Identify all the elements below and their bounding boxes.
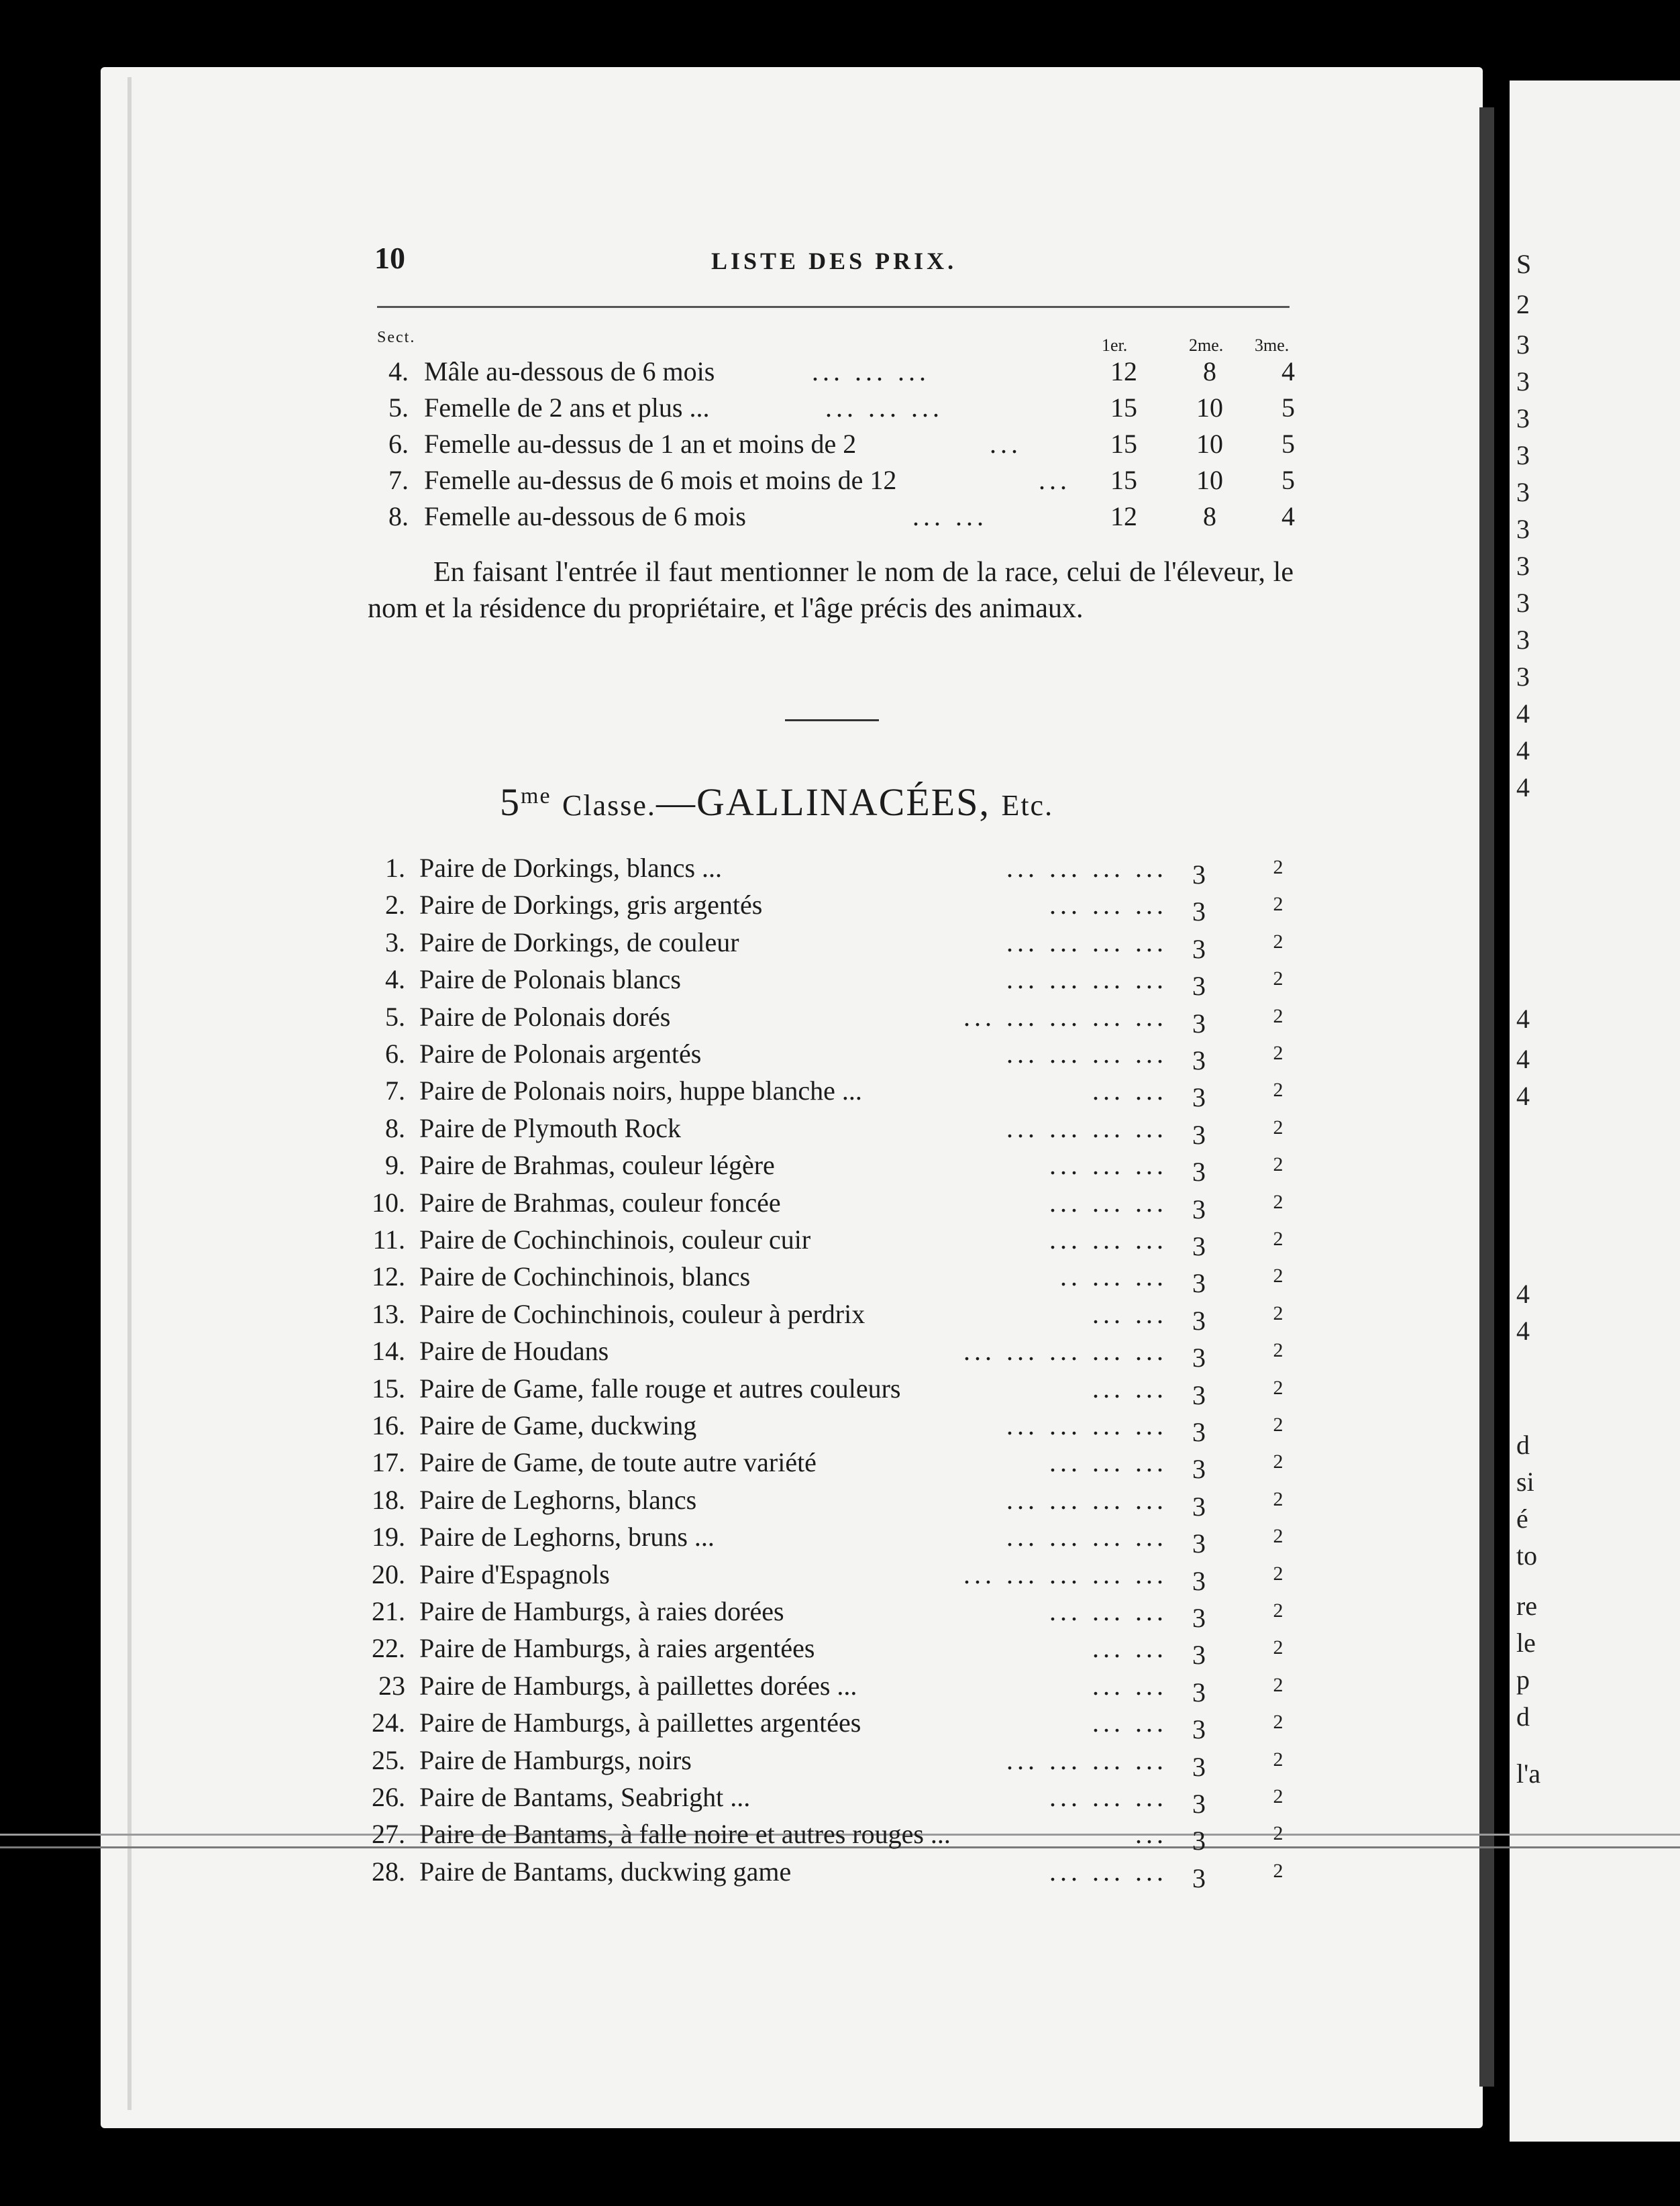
row-label: Paire de Cochinchinois, couleur à perdrix	[419, 1299, 865, 1329]
row-number: 19.	[372, 1522, 405, 1552]
prize-row	[0, 1038, 1680, 1074]
prize-row	[0, 1856, 1680, 1892]
row-leader-dots: ... ... ... ...	[1006, 1039, 1167, 1069]
facing-page-glyph: é	[1516, 1504, 1528, 1534]
row-number: 26.	[372, 1782, 405, 1812]
facing-page-glyph: 3	[1516, 403, 1530, 433]
third-prize: 5	[1281, 465, 1295, 495]
first-prize: 3	[1192, 1603, 1206, 1633]
row-leader-dots: ... ... ...	[1049, 1856, 1167, 1887]
facing-page-glyph: 3	[1516, 551, 1530, 581]
row-leader-dots: ... ... ... ...	[1006, 1410, 1167, 1440]
row-leader-dots: ... ...	[1092, 1633, 1167, 1663]
prize-row	[0, 1187, 1680, 1223]
prize-row	[0, 1670, 1680, 1706]
row-label: Paire de Hamburgs, à paillettes dorées ...	[419, 1671, 857, 1701]
first-prize: 3	[1192, 1343, 1206, 1373]
row-leader-dots: ... ...	[912, 501, 988, 531]
row-label: Paire de Hamburgs, à paillettes argentées	[419, 1708, 861, 1738]
first-prize: 3	[1192, 1082, 1206, 1112]
facing-page-glyph: si	[1516, 1467, 1534, 1497]
row-leader-dots: ... ...	[1092, 1075, 1167, 1106]
second-prize: 2	[1273, 1488, 1283, 1510]
row-label: Paire d'Espagnols	[419, 1559, 610, 1589]
row-leader-dots: ...	[1039, 465, 1071, 495]
row-leader-dots: ... ... ...	[1049, 1782, 1167, 1812]
first-prize: 3	[1192, 1045, 1206, 1075]
row-label: Paire de Bantams, Seabright ...	[419, 1782, 751, 1812]
row-number: 2.	[385, 890, 405, 920]
facing-page-glyph: 4	[1516, 735, 1530, 766]
row-leader-dots: ...	[990, 429, 1022, 459]
row-leader-dots: ... ... ... ...	[1006, 1745, 1167, 1775]
second-prize: 2	[1273, 1153, 1283, 1175]
prize-row	[0, 1001, 1680, 1037]
row-number: 14.	[372, 1336, 405, 1366]
row-label: Paire de Bantams, duckwing game	[419, 1856, 792, 1887]
col-head-third: 3me.	[1255, 335, 1290, 355]
first-prize: 3	[1192, 1826, 1206, 1856]
facing-page-glyph: to	[1516, 1540, 1538, 1571]
row-number: 21.	[372, 1596, 405, 1626]
prize-row	[0, 1410, 1680, 1446]
facing-page-glyph: 4	[1516, 1279, 1530, 1309]
first-prize: 3	[1192, 971, 1206, 1001]
second-prize: 2	[1273, 856, 1283, 878]
first-prize: 3	[1192, 1640, 1206, 1670]
second-prize: 2	[1273, 1191, 1283, 1213]
second-prize: 2	[1273, 1636, 1283, 1659]
row-leader-dots: ... ... ... ...	[1006, 1113, 1167, 1143]
second-prize: 10	[1196, 429, 1223, 459]
prize-row	[0, 1781, 1680, 1818]
section-row	[0, 392, 1680, 428]
facing-page-glyph: 4	[1516, 1044, 1530, 1074]
prize-row	[0, 1707, 1680, 1743]
row-leader-dots: ... ...	[1092, 1299, 1167, 1329]
row-number: 25.	[372, 1745, 405, 1775]
first-prize: 3	[1192, 1157, 1206, 1187]
first-prize: 3	[1192, 1306, 1206, 1336]
prize-row	[0, 1224, 1680, 1260]
prize-row	[0, 1484, 1680, 1520]
sect-label: Sect.	[377, 329, 416, 346]
second-prize: 2	[1273, 1302, 1283, 1324]
facing-page-glyph: 3	[1516, 625, 1530, 655]
first-prize: 15	[1110, 392, 1137, 423]
row-label: Paire de Dorkings, blancs ...	[419, 853, 723, 883]
facing-page-glyph: 3	[1516, 440, 1530, 470]
row-number: 5.	[385, 1002, 405, 1032]
row-leader-dots: ... ... ... ...	[1006, 927, 1167, 957]
row-number: 9.	[385, 1150, 405, 1180]
row-leader-dots: .. ... ...	[1060, 1261, 1167, 1292]
row-number: 20.	[372, 1559, 405, 1589]
prize-row	[0, 1298, 1680, 1334]
facing-page-glyph: 2	[1516, 289, 1530, 319]
entry-note	[368, 554, 1294, 627]
row-number: 17.	[372, 1447, 405, 1477]
prize-row	[0, 1373, 1680, 1409]
col-head-first: 1er.	[1102, 335, 1128, 355]
second-prize: 2	[1273, 1377, 1283, 1399]
second-prize: 2	[1273, 893, 1283, 915]
facing-page-glyph: S	[1516, 249, 1532, 279]
section-row	[0, 356, 1680, 392]
third-prize: 4	[1281, 501, 1295, 531]
first-prize: 3	[1192, 1194, 1206, 1224]
first-prize: 3	[1192, 1380, 1206, 1410]
facing-page-glyph: l'a	[1516, 1758, 1541, 1789]
class-word: Classe.	[562, 789, 656, 822]
row-leader-dots: ... ... ...	[825, 392, 943, 423]
row-number: 11.	[372, 1224, 405, 1255]
row-leader-dots: ... ... ...	[1049, 1188, 1167, 1218]
row-number: 10.	[372, 1188, 405, 1218]
first-prize: 3	[1192, 1714, 1206, 1744]
page-number: 10	[374, 241, 405, 275]
first-prize: 3	[1192, 1789, 1206, 1819]
prize-row	[0, 963, 1680, 1000]
first-prize: 3	[1192, 1231, 1206, 1261]
row-label: Paire de Houdans	[419, 1336, 609, 1366]
header-rule	[377, 306, 1290, 308]
prize-row	[0, 889, 1680, 925]
row-label: Paire de Brahmas, couleur foncée	[419, 1188, 781, 1218]
row-number: 4.	[388, 356, 409, 386]
facing-page-glyph: 3	[1516, 588, 1530, 618]
row-number: 16.	[372, 1410, 405, 1440]
second-prize: 2	[1273, 1042, 1283, 1064]
row-label: Femelle de 2 ans et plus ...	[424, 392, 710, 423]
second-prize: 2	[1273, 931, 1283, 953]
row-label: Paire de Cochinchinois, blancs	[419, 1261, 751, 1292]
third-prize: 5	[1281, 429, 1295, 459]
first-prize: 3	[1192, 1417, 1206, 1447]
section-row	[0, 464, 1680, 501]
row-label: Paire de Polonais argentés	[419, 1039, 702, 1069]
row-leader-dots: ... ... ... ... ...	[963, 1336, 1167, 1366]
row-number: 6.	[388, 429, 409, 459]
prize-row	[0, 1521, 1680, 1557]
facing-page-glyph: 4	[1516, 1316, 1530, 1346]
first-prize: 3	[1192, 1491, 1206, 1522]
row-label: Paire de Game, falle rouge et autres couleurs	[419, 1373, 901, 1404]
row-label: Paire de Dorkings, gris argentés	[419, 890, 763, 920]
first-prize: 3	[1192, 1528, 1206, 1559]
second-prize: 2	[1273, 1711, 1283, 1733]
first-prize: 12	[1110, 501, 1137, 531]
second-prize: 10	[1196, 465, 1223, 495]
facing-page-glyph: p	[1516, 1665, 1530, 1695]
row-number: 1.	[385, 853, 405, 883]
row-label: Paire de Plymouth Rock	[419, 1113, 681, 1143]
row-leader-dots: ... ... ... ... ...	[963, 1559, 1167, 1589]
class-number: 5	[500, 780, 521, 824]
row-label: Femelle au-dessous de 6 mois	[424, 501, 746, 531]
row-label: Paire de Hamburgs, à raies argentées	[419, 1633, 815, 1663]
second-prize: 2	[1273, 1785, 1283, 1807]
row-number: 8.	[388, 501, 409, 531]
row-leader-dots: ... ... ... ... ...	[963, 1002, 1167, 1032]
row-label: Paire de Polonais blancs	[419, 964, 681, 994]
second-prize: 8	[1203, 356, 1216, 386]
row-leader-dots: ... ... ... ...	[1006, 964, 1167, 994]
row-number: 28.	[372, 1856, 405, 1887]
first-prize: 3	[1192, 859, 1206, 890]
facing-page-glyph: 4	[1516, 772, 1530, 802]
row-label: Paire de Game, duckwing	[419, 1410, 697, 1440]
row-number: 23	[378, 1671, 405, 1701]
first-prize: 3	[1192, 896, 1206, 927]
first-prize: 3	[1192, 1120, 1206, 1150]
prize-row	[0, 1335, 1680, 1371]
row-leader-dots: ... ...	[1092, 1373, 1167, 1404]
first-prize: 3	[1192, 1268, 1206, 1298]
third-prize: 5	[1281, 392, 1295, 423]
facing-page-glyph: 3	[1516, 366, 1530, 397]
first-prize: 15	[1110, 429, 1137, 459]
prize-row	[0, 1075, 1680, 1111]
col-head-second: 2me.	[1189, 335, 1224, 355]
row-number: 3.	[385, 927, 405, 957]
second-prize: 2	[1273, 1599, 1283, 1622]
second-prize: 10	[1196, 392, 1223, 423]
first-prize: 3	[1192, 1454, 1206, 1484]
prize-row	[0, 1595, 1680, 1632]
running-head: LISTE DES PRIX.	[711, 248, 957, 274]
second-prize: 2	[1273, 1822, 1283, 1844]
prize-row	[0, 1744, 1680, 1781]
section-row	[0, 501, 1680, 537]
row-number: 18.	[372, 1485, 405, 1515]
second-prize: 2	[1273, 1265, 1283, 1287]
first-prize: 3	[1192, 1863, 1206, 1893]
first-prize: 3	[1192, 1677, 1206, 1708]
facing-page-glyph: 3	[1516, 477, 1530, 507]
row-label: Femelle au-dessus de 1 an et moins de 2	[424, 429, 857, 459]
row-label: Paire de Dorkings, de couleur	[419, 927, 739, 957]
row-number: 27.	[372, 1819, 405, 1849]
row-leader-dots: ... ... ...	[1049, 1150, 1167, 1180]
second-prize: 2	[1273, 1563, 1283, 1585]
row-number: 22.	[372, 1633, 405, 1663]
second-prize: 2	[1273, 1674, 1283, 1696]
prize-row	[0, 1447, 1680, 1483]
row-leader-dots: ... ... ...	[1049, 1447, 1167, 1477]
row-leader-dots: ... ... ... ...	[1006, 1522, 1167, 1552]
row-label: Paire de Game, de toute autre variété	[419, 1447, 817, 1477]
row-number: 12.	[372, 1261, 405, 1292]
row-leader-dots: ... ... ... ...	[1006, 853, 1167, 883]
class-etc: Etc.	[1001, 789, 1054, 822]
first-prize: 3	[1192, 1566, 1206, 1596]
row-leader-dots: ... ... ...	[1049, 890, 1167, 920]
row-label: Paire de Cochinchinois, couleur cuir	[419, 1224, 811, 1255]
prize-row	[0, 852, 1680, 888]
row-leader-dots: ...	[1135, 1819, 1167, 1849]
facing-page-glyph: d	[1516, 1430, 1530, 1460]
second-prize: 2	[1273, 1116, 1283, 1139]
prize-row	[0, 1818, 1680, 1854]
row-leader-dots: ... ... ...	[812, 356, 930, 386]
row-number: 6.	[385, 1039, 405, 1069]
separator-rule	[785, 719, 879, 721]
row-label: Paire de Leghorns, bruns ...	[419, 1522, 715, 1552]
second-prize: 2	[1273, 1079, 1283, 1101]
row-label: Mâle au-dessous de 6 mois	[424, 356, 715, 386]
second-prize: 2	[1273, 967, 1283, 990]
second-prize: 2	[1273, 1228, 1283, 1250]
facing-page-glyph: d	[1516, 1701, 1530, 1732]
first-prize: 12	[1110, 356, 1137, 386]
first-prize: 15	[1110, 465, 1137, 495]
first-prize: 3	[1192, 1752, 1206, 1782]
row-leader-dots: ... ...	[1092, 1671, 1167, 1701]
prize-row	[0, 1559, 1680, 1595]
second-prize: 2	[1273, 1339, 1283, 1361]
row-leader-dots: ... ... ...	[1049, 1596, 1167, 1626]
class-name: GALLINACÉES,	[696, 780, 990, 824]
facing-page-glyph: 4	[1516, 698, 1530, 729]
facing-page-glyph: le	[1516, 1628, 1536, 1658]
row-number: 15.	[372, 1373, 405, 1404]
prize-row	[0, 1112, 1680, 1149]
prize-row	[0, 1149, 1680, 1186]
row-label: Paire de Leghorns, blancs	[419, 1485, 697, 1515]
row-number: 8.	[385, 1113, 405, 1143]
facing-page-glyph: 3	[1516, 662, 1530, 692]
row-label: Paire de Hamburgs, noirs	[419, 1745, 692, 1775]
first-prize: 3	[1192, 1008, 1206, 1039]
row-leader-dots: ... ... ... ...	[1006, 1485, 1167, 1515]
row-label: Paire de Polonais dorés	[419, 1002, 671, 1032]
row-number: 24.	[372, 1708, 405, 1738]
facing-page-glyph: re	[1516, 1591, 1538, 1621]
row-label: Paire de Brahmas, couleur légère	[419, 1150, 775, 1180]
class-number-suffix: me	[521, 784, 552, 808]
row-leader-dots: ... ...	[1092, 1708, 1167, 1738]
class-dash: —	[655, 780, 696, 824]
row-number: 7.	[388, 465, 409, 495]
row-number: 4.	[385, 964, 405, 994]
third-prize: 4	[1281, 356, 1295, 386]
second-prize: 2	[1273, 1451, 1283, 1473]
second-prize: 2	[1273, 1525, 1283, 1547]
prize-row	[0, 1632, 1680, 1669]
second-prize: 8	[1203, 501, 1216, 531]
second-prize: 2	[1273, 1748, 1283, 1771]
row-label: Paire de Hamburgs, à raies dorées	[419, 1596, 784, 1626]
row-label: Paire de Polonais noirs, huppe blanche ...	[419, 1075, 862, 1106]
row-number: 13.	[372, 1299, 405, 1329]
row-leader-dots: ... ... ...	[1049, 1224, 1167, 1255]
facing-page-glyph: 3	[1516, 329, 1530, 360]
prize-row	[0, 1261, 1680, 1297]
first-prize: 3	[1192, 934, 1206, 964]
row-number: 5.	[388, 392, 409, 423]
second-prize: 2	[1273, 1414, 1283, 1436]
class-title	[500, 780, 1053, 825]
row-number: 7.	[385, 1075, 405, 1106]
row-label: Paire de Bantams, à falle noire et autres rouges ...	[419, 1819, 951, 1849]
second-prize: 2	[1273, 1860, 1283, 1882]
facing-page-glyph: 3	[1516, 514, 1530, 544]
prize-row	[0, 927, 1680, 963]
entry-note-text: En faisant l'entrée il faut mentionner le nom de la race, celui de l'éleveur, le nom et la résidence du propriétaire, et l'âge précis des animaux.	[368, 557, 1294, 624]
row-label: Femelle au-dessus de 6 mois et moins de 12	[424, 465, 897, 495]
facing-page-glyph: 4	[1516, 1081, 1530, 1111]
section-row	[0, 428, 1680, 464]
second-prize: 2	[1273, 1005, 1283, 1027]
facing-page-glyph: 4	[1516, 1004, 1530, 1034]
